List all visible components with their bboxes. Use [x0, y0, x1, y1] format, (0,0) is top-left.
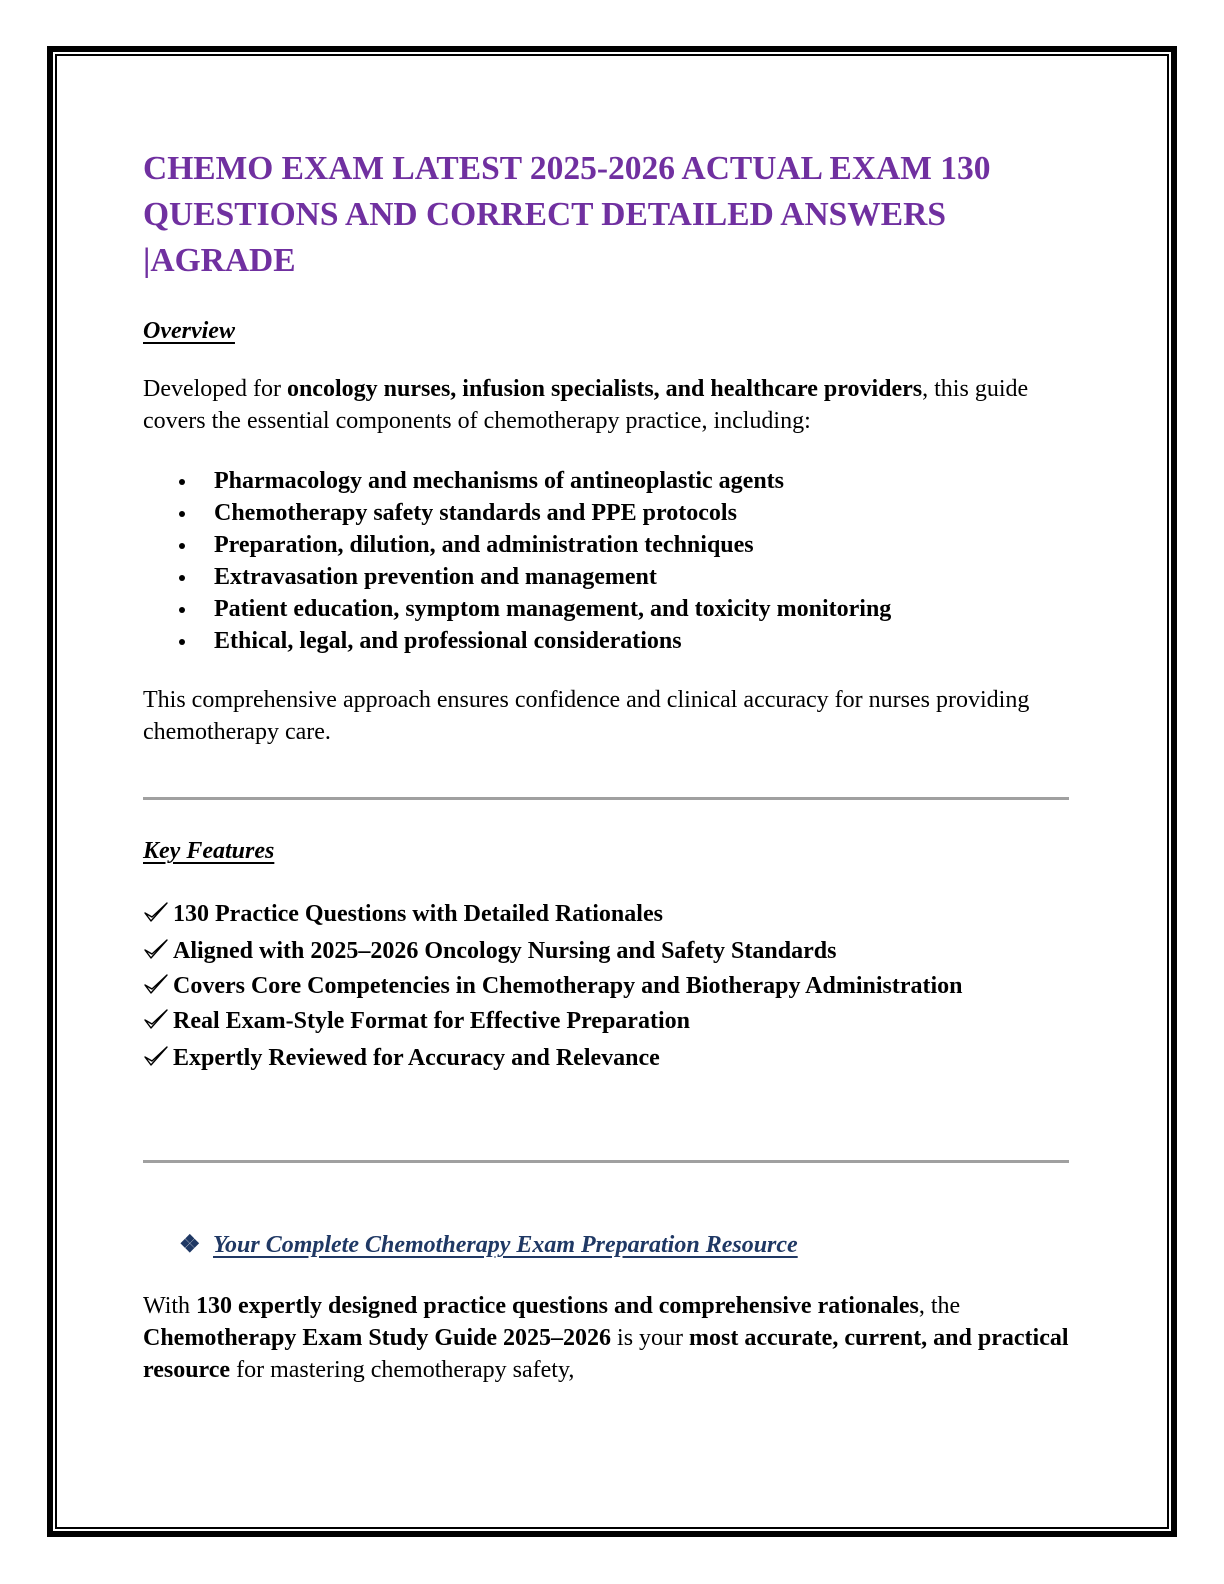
check-icon: [143, 933, 173, 970]
check-icon: [143, 970, 173, 1003]
list-item-text: Preparation, dilution, and administration techniques: [214, 532, 754, 558]
document-title: CHEMO EXAM LATEST 2025-2026 ACTUAL EXAM 130 QUESTIONS AND CORRECT DETAILED ANSWERS |AGRADE: [143, 150, 991, 279]
feature-item: [143, 933, 1073, 970]
intro-audience: oncology nurses, infusion specialists, and healthcare providers: [286, 376, 923, 402]
bullet-icon: [179, 607, 185, 613]
bold-text: most accurate, current, and practical resource: [143, 1325, 1069, 1383]
list-item-text: Pharmacology and mechanisms of antineoplastic agents: [214, 468, 784, 494]
bullet-icon: [179, 543, 185, 549]
overview-heading: Overview: [143, 318, 235, 344]
feature-item: [143, 1040, 1073, 1077]
overview-bullet-list: [143, 465, 891, 657]
text: , the: [918, 1293, 961, 1319]
list-item-text: Extravasation prevention and management: [214, 564, 657, 590]
feature-text: Covers Core Competencies in Chemotherapy and Biotherapy Administration: [173, 973, 963, 999]
bullet-icon: [179, 511, 185, 517]
key-features-list: [143, 896, 1073, 1077]
text: is your: [611, 1325, 690, 1351]
list-item: [143, 593, 891, 625]
list-item: [143, 465, 891, 497]
bullet-icon: [179, 639, 185, 645]
list-item-text: Patient education, symptom management, and toxicity monitoring: [214, 596, 892, 622]
feature-text: Aligned with 2025–2026 Oncology Nursing and Safety Standards: [173, 938, 837, 964]
resource-heading: [179, 1229, 798, 1261]
bullet-icon: [179, 479, 185, 485]
feature-text: Expertly Reviewed for Accuracy and Relevance: [173, 1045, 660, 1071]
feature-item: [143, 1003, 1073, 1040]
resource-link[interactable]: Your Complete Chemotherapy Exam Preparation Resource: [213, 1232, 798, 1258]
list-item: [143, 497, 891, 529]
feature-item: [143, 896, 1073, 933]
check-icon: [143, 1003, 173, 1040]
list-item: [143, 529, 891, 561]
bullet-icon: [179, 575, 185, 581]
overview-intro: [143, 373, 1073, 437]
horizontal-divider: [143, 797, 1069, 800]
list-item: [143, 561, 891, 593]
closing-paragraph: [143, 1290, 1073, 1386]
list-item: [143, 625, 891, 657]
bold-text: Chemotherapy Exam Study Guide 2025–2026: [143, 1325, 612, 1351]
key-features-heading: Key Features: [143, 838, 275, 864]
list-item-text: Chemotherapy safety standards and PPE protocols: [214, 500, 737, 526]
feature-text: Real Exam-Style Format for Effective Preparation: [173, 1008, 690, 1034]
horizontal-divider: [143, 1160, 1069, 1163]
intro-suffix: , this guide covers the essential components of chemotherapy practice, including:: [143, 376, 1029, 434]
check-icon: [143, 896, 173, 933]
overview-closing: This comprehensive approach ensures confidence and clinical accuracy for nurses providing chemotherapy care.: [143, 687, 1030, 745]
feature-text: 130 Practice Questions with Detailed Rationales: [173, 901, 663, 927]
text: With: [143, 1293, 197, 1319]
check-icon: [143, 1040, 173, 1077]
feature-item: [143, 970, 1073, 1003]
text: for mastering chemotherapy safety,: [230, 1357, 575, 1383]
diamond-bullet-icon: ❖: [179, 1232, 201, 1258]
bold-text: 130 expertly designed practice questions and comprehensive rationales: [196, 1293, 919, 1319]
list-item-text: Ethical, legal, and professional considerations: [214, 628, 682, 654]
intro-prefix: Developed for: [143, 376, 287, 402]
